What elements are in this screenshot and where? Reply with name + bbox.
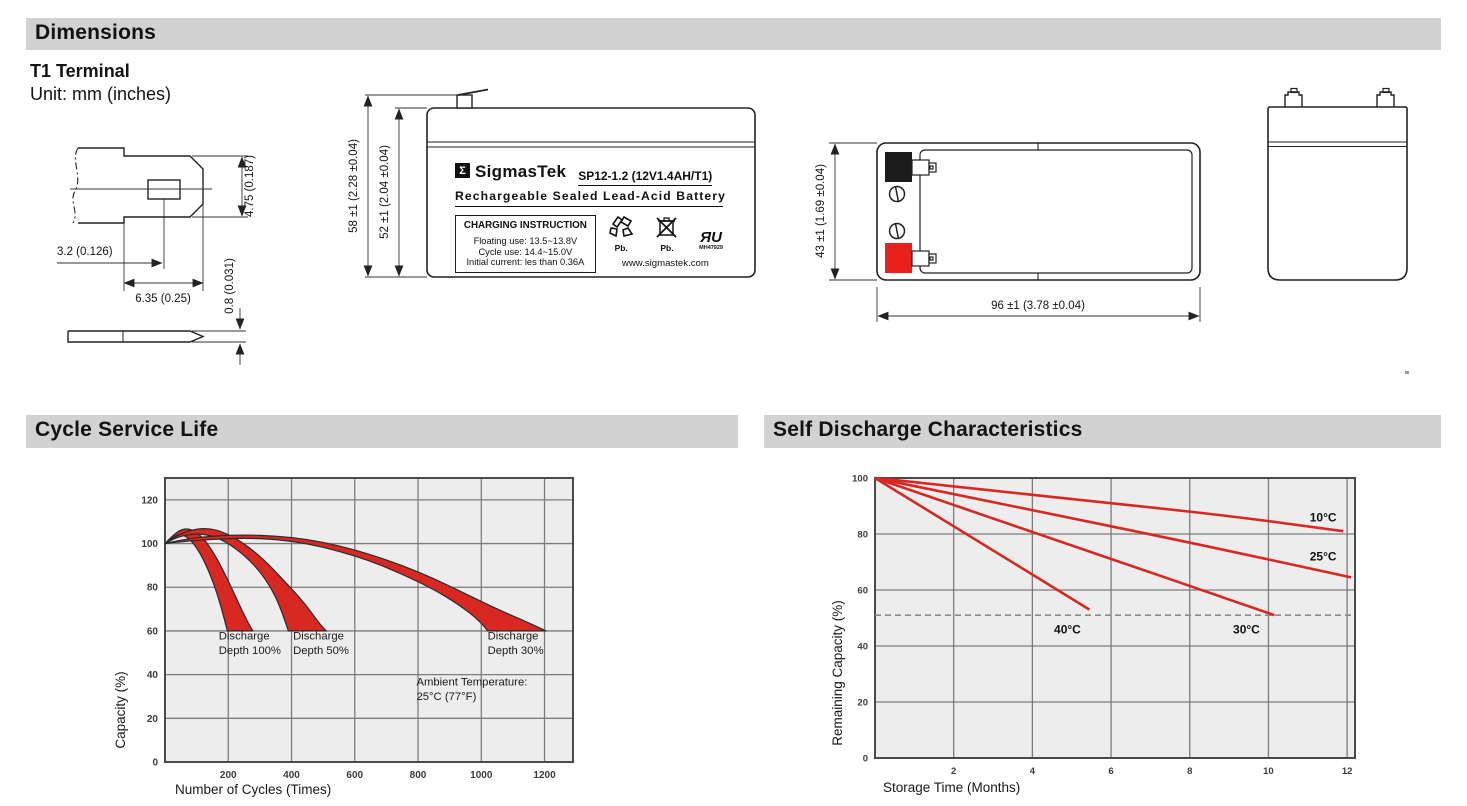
chart-annotation: Ambient Temperature: 25°C (77°F) xyxy=(416,676,528,704)
charging-line-cycle: Cycle use: 14.4~15.0V xyxy=(478,246,573,257)
website-url: www.sigmastek.com xyxy=(621,258,709,269)
y-tick-label: 40 xyxy=(146,670,158,682)
series-label: 30°C xyxy=(1233,622,1260,637)
cycle-service-life-chart xyxy=(98,468,683,806)
y-tick-label: 20 xyxy=(146,713,158,725)
dim-tab-width: 6.35 (0.25) xyxy=(135,293,191,305)
x-tick-label: 12 xyxy=(1341,766,1353,777)
charging-line-initial: Initial current: les than 0.36A xyxy=(466,257,585,267)
recycle-icon xyxy=(608,215,635,239)
y-tick-label: 80 xyxy=(857,529,868,541)
self-discharge-chart xyxy=(788,468,1448,806)
x-tick-label: 8 xyxy=(1187,766,1193,777)
battery-top-view-drawing xyxy=(815,115,1215,345)
recycle-pb-icon xyxy=(608,215,635,252)
y-axis-label: Capacity (%) xyxy=(113,671,128,749)
battery-end-view-drawing xyxy=(1255,82,1435,302)
end-terminal-right xyxy=(1377,92,1394,107)
x-axis-label: Storage Time (Months) xyxy=(883,780,1021,795)
chart-annotation: Discharge Depth 50% xyxy=(293,630,349,658)
front-terminal-tab xyxy=(457,95,472,108)
ul-logo: ЯU xyxy=(700,229,722,246)
dim-top-width: 43 ±1 (1.69 ±0.04) xyxy=(815,164,827,258)
x-tick-label: 600 xyxy=(346,770,364,781)
y-tick-label: 60 xyxy=(146,626,158,638)
bin-pb-label: Pb. xyxy=(660,243,674,253)
x-tick-label: 800 xyxy=(409,770,427,781)
y-tick-label: 0 xyxy=(152,757,158,769)
x-tick-label: 1200 xyxy=(533,770,556,781)
chart-annotation: Discharge Depth 30% xyxy=(487,630,544,658)
recycle-pb-label: Pb. xyxy=(614,243,628,253)
y-tick-label: 100 xyxy=(141,539,158,551)
negative-terminal xyxy=(885,152,912,182)
section-header-cycle-service-life xyxy=(26,415,738,448)
x-tick-label: 2 xyxy=(951,766,957,777)
battery-type: Rechargeable Sealed Lead-Acid Battery xyxy=(455,189,723,207)
section-header-dimensions xyxy=(26,18,1441,50)
series-label: 25°C xyxy=(1309,549,1337,564)
crossed-bin-icon xyxy=(655,215,678,239)
positive-terminal xyxy=(885,243,912,273)
y-tick-label: 40 xyxy=(857,641,868,653)
label-lower-row xyxy=(455,215,723,273)
section-title-self-discharge: Self Discharge Characteristics xyxy=(773,418,1083,441)
x-tick-label: 1000 xyxy=(470,770,493,781)
dim-top-length: 96 ±1 (3.78 ±0.04) xyxy=(991,300,1085,312)
y-tick-label: 20 xyxy=(857,697,868,709)
model-number: SP12-1.2 (12V1.4AH/T1) xyxy=(578,169,712,186)
x-tick-label: 400 xyxy=(283,770,300,781)
terminal-title: T1 Terminal xyxy=(30,61,130,81)
x-tick-label: 200 xyxy=(219,770,237,781)
section-title-dimensions: Dimensions xyxy=(35,21,157,44)
section-title-cycle-service-life: Cycle Service Life xyxy=(35,418,219,441)
y-tick-label: 0 xyxy=(862,753,868,765)
series-label: 40°C xyxy=(1054,622,1081,637)
ul-mark-icon xyxy=(699,231,723,252)
dim-front-inner-height: 52 ±1 (2.04 ±0.04) xyxy=(379,145,391,239)
sigma-logo-icon: Σ xyxy=(455,163,470,178)
x-axis-label: Number of Cycles (Times) xyxy=(175,782,332,797)
y-tick-label: 60 xyxy=(857,585,868,597)
x-tick-label: 6 xyxy=(1108,766,1114,777)
terminal-detail-drawing xyxy=(40,123,340,385)
charging-line-floating: Floating use: 13.5~13.8V xyxy=(473,236,578,246)
charging-instruction-box xyxy=(455,215,596,273)
x-tick-label: 10 xyxy=(1263,766,1274,777)
section-header-self-discharge xyxy=(764,415,1441,448)
x-tick-label: 4 xyxy=(1029,766,1036,777)
terminal-caption xyxy=(30,60,171,106)
brand-name: SigmasTek xyxy=(475,162,567,181)
label-icons-row xyxy=(608,215,723,252)
y-tick-label: 100 xyxy=(852,473,868,485)
plot-area xyxy=(875,478,1355,758)
dim-tab-thickness: 0.8 (0.031) xyxy=(224,258,236,314)
series-label: 10°C xyxy=(1309,510,1337,525)
dim-front-outer-height: 58 ±1 (2.28 ±0.04) xyxy=(348,139,360,233)
label-icons-column xyxy=(608,215,723,273)
y-tick-label: 80 xyxy=(146,582,158,594)
y-tick-label: 120 xyxy=(141,495,158,507)
label-brand-row xyxy=(455,162,723,186)
end-case-outline xyxy=(1268,89,1407,281)
end-terminal-left xyxy=(1285,92,1302,107)
terminal-outline xyxy=(68,148,203,342)
terminal-unit: Unit: mm (inches) xyxy=(30,84,172,104)
dim-tab-height: 4.75 (0.187) xyxy=(244,154,256,218)
y-axis-label: Remaining Capacity (%) xyxy=(830,600,845,746)
chart-annotation: Discharge Depth 100% xyxy=(218,630,281,658)
no-trash-pb-icon xyxy=(655,215,678,252)
ul-file-number: MH47929 xyxy=(699,245,723,251)
charging-title: CHARGING INSTRUCTION xyxy=(463,220,587,231)
battery-label xyxy=(455,162,726,273)
dim-tab-offset: 3.2 (0.126) xyxy=(57,246,113,258)
page-artifact-dot xyxy=(1405,371,1409,374)
